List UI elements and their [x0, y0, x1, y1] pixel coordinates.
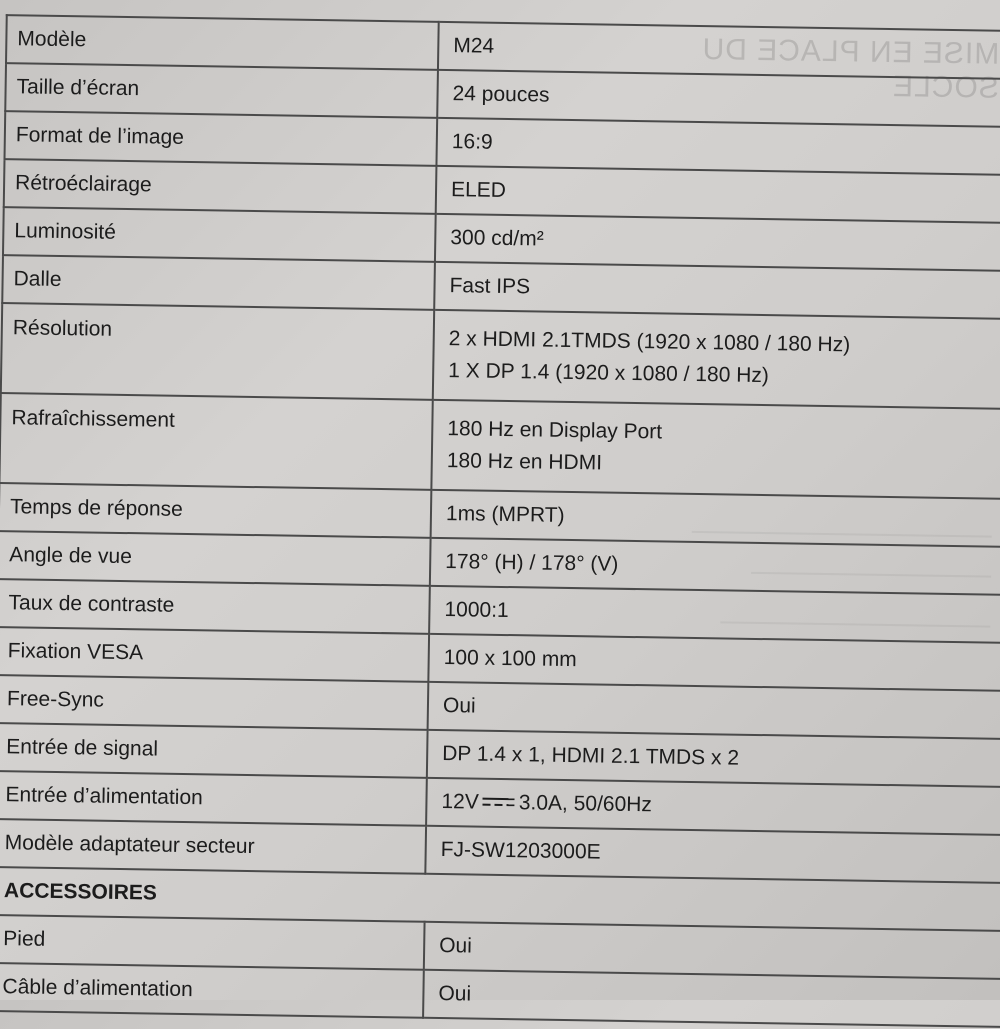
bleed-through-heading: MISE EN PLACE DU SOCLE [701, 33, 1000, 105]
row-label: Fixation VESA [0, 627, 429, 682]
row-label: Modèle adaptateur secteur [0, 819, 426, 874]
row-label: Free-Sync [0, 675, 428, 730]
row-label: Rétroéclairage [4, 159, 437, 214]
row-value-line-2: 180 Hz en HDMI [446, 449, 603, 475]
row-label: Modèle [6, 15, 439, 70]
row-label: Résolution [1, 303, 434, 400]
power-current: 3.0A, 50/60Hz [518, 791, 653, 817]
row-value: 1ms (MPRT) [431, 490, 1000, 548]
row-value: Oui [424, 922, 1000, 980]
row-label: Câble d’alimentation [0, 963, 424, 1018]
row-value: Fast IPS [434, 262, 1000, 320]
row-value-line-2: 1 X DP 1.4 (1920 x 1080 / 180 Hz) [448, 359, 770, 388]
row-value [431, 400, 1000, 500]
row-value: 1000:1 [429, 586, 1000, 644]
table-row [1, 303, 1000, 410]
row-label: Temps de réponse [0, 483, 431, 538]
row-label: Entrée de signal [0, 723, 428, 778]
row-label: Pied [0, 915, 425, 970]
table-row [0, 393, 1000, 500]
row-label: Rafraîchissement [0, 393, 433, 490]
row-value-line-1: 2 x HDMI 2.1TMDS (1920 x 1080 / 180 Hz) [448, 327, 851, 357]
row-label: Angle de vue [0, 531, 431, 586]
section-title: ACCESSOIRES [0, 867, 1000, 932]
row-value-line-1: 180 Hz en Display Port [447, 417, 663, 444]
row-value: DP 1.4 x 1, HDMI 2.1 TMDS x 2 [427, 730, 1000, 788]
row-value: FJ-SW1203000E [425, 826, 1000, 884]
row-label: Entrée d’alimentation [0, 771, 427, 826]
row-label: Luminosité [3, 207, 436, 262]
spec-table [0, 14, 1000, 1029]
power-voltage: 12V [441, 790, 480, 814]
row-label: Taille d’écran [5, 63, 438, 118]
row-label: Format de l’image [5, 111, 438, 166]
row-value: ELED [436, 166, 1000, 224]
dc-symbol-icon [483, 797, 515, 810]
row-label: Taux de contraste [0, 579, 430, 634]
row-value: 300 cd/m² [435, 214, 1000, 272]
row-value [433, 310, 1000, 410]
row-value: 178° (H) / 178° (V) [430, 538, 1000, 596]
row-value: Oui [428, 682, 1000, 740]
row-value: M24 [438, 22, 1000, 80]
row-label: Dalle [2, 255, 435, 310]
row-value: 100 x 100 mm [428, 634, 1000, 692]
row-value: 24 pouces [437, 70, 1000, 128]
row-value: 16:9 [436, 118, 1000, 176]
row-value: Oui [423, 970, 1000, 1028]
